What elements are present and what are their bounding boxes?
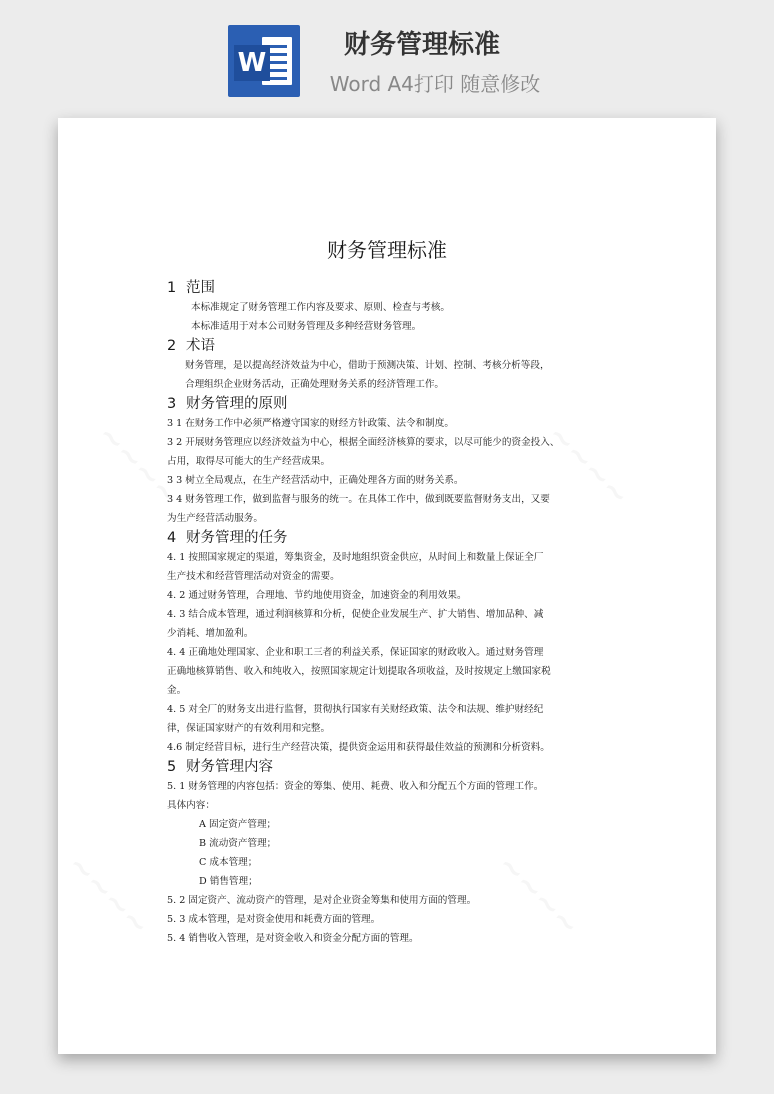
paragraph: 律，保证国家财产的有效利用和完整。 xyxy=(167,723,331,734)
paragraph: 3 3 树立全局观点，在生产经营活动中，正确处理各方面的财务关系。 xyxy=(167,475,464,486)
watermark xyxy=(60,848,156,944)
paragraph: 5. 4 销售收入管理，是对资金收入和资金分配方面的管理。 xyxy=(167,933,419,944)
paragraph: 3 4 财务管理工作，做到监督与服务的统一。在具体工作中，做到既要监督财务支出，又要 xyxy=(167,494,550,505)
banner-title: 财务管理标准 xyxy=(343,30,500,60)
section-heading: 1 范围 xyxy=(167,280,215,296)
paragraph: 合理组织企业财务活动，正确处理财务关系的经济管理工作。 xyxy=(185,379,445,390)
paragraph: 少消耗、增加盈利。 xyxy=(167,628,254,639)
paragraph: 具体内容： xyxy=(167,800,215,811)
word-letter: W xyxy=(234,45,270,81)
paragraph: 正确地核算销售、收入和纯收入，按照国家规定计划提取各项收益，及时按规定上缴国家税 xyxy=(167,666,551,677)
paragraph: 3 1 在财务工作中必须严格遵守国家的财经方针政策、法令和制度。 xyxy=(167,418,454,429)
paragraph: 4. 2 通过财务管理，合理地、节约地使用资金，加速资金的利用效果。 xyxy=(167,590,467,601)
section-heading: 3 财务管理的原则 xyxy=(167,396,288,412)
banner-subtitle: Word A4打印 随意修改 xyxy=(329,72,541,96)
list-item: C 成本管理； xyxy=(199,857,258,868)
paragraph: 4. 5 对全厂的财务支出进行监督，贯彻执行国家有关财经政策、法令和法规、维护财经纪 xyxy=(167,704,544,715)
paragraph: 5. 2 固定资产、流动资产的管理，是对企业资金筹集和使用方面的管理。 xyxy=(167,895,477,906)
section-heading: 5 财务管理内容 xyxy=(167,759,273,775)
list-item: D 销售管理； xyxy=(199,876,258,887)
paragraph: 5. 3 成本管理，是对资金使用和耗费方面的管理。 xyxy=(167,914,381,925)
paragraph: 4. 1 按照国家规定的渠道，筹集资金，及时地组织资金供应，从时间上和数量上保证全厂 xyxy=(167,552,544,563)
document-title: 财务管理标准 xyxy=(327,238,447,262)
paragraph: 生产技术和经营管理活动对资金的需要。 xyxy=(167,571,340,582)
section-heading: 2 术语 xyxy=(167,338,215,354)
document-body xyxy=(167,278,615,948)
paragraph: 4.6 制定经营目标，进行生产经营决策，提供资金运用和获得最佳效益的预测和分析资料。 xyxy=(167,742,550,753)
header-banner xyxy=(0,0,774,110)
document-page xyxy=(58,118,716,1054)
paragraph: 4. 4 正确地处理国家、企业和职工三者的利益关系，保证国家的财政收入。通过财务管理 xyxy=(167,647,544,658)
paragraph: 本标准适用于对本公司财务管理及多种经营财务管理。 xyxy=(191,321,422,332)
list-item: B 流动资产管理； xyxy=(199,838,277,849)
paragraph: 金。 xyxy=(167,685,187,696)
list-item: A 固定资产管理； xyxy=(199,819,277,830)
paragraph: 3 2 开展财务管理应以经济效益为中心，根据全面经济核算的要求，以尽可能少的资金投入、 xyxy=(167,437,560,448)
paragraph: 本标准规定了财务管理工作内容及要求、原则、检查与考核。 xyxy=(191,302,451,313)
paragraph: 5. 1 财务管理的内容包括：资金的筹集、使用、耗费、收入和分配五个方面的管理工作。 xyxy=(167,781,544,792)
section-heading: 4 财务管理的任务 xyxy=(167,530,288,546)
paragraph: 为生产经营活动服务。 xyxy=(167,513,263,524)
paragraph: 占用，取得尽可能大的生产经营成果。 xyxy=(167,456,331,467)
paragraph: 4. 3 结合成本管理，通过利润核算和分析，促使企业发展生产、扩大销售、增加品种、减 xyxy=(167,609,544,620)
paragraph: 财务管理，是以提高经济效益为中心，借助于预测决策、计划、控制、考核分析等段， xyxy=(185,360,550,371)
word-icon xyxy=(228,25,300,97)
